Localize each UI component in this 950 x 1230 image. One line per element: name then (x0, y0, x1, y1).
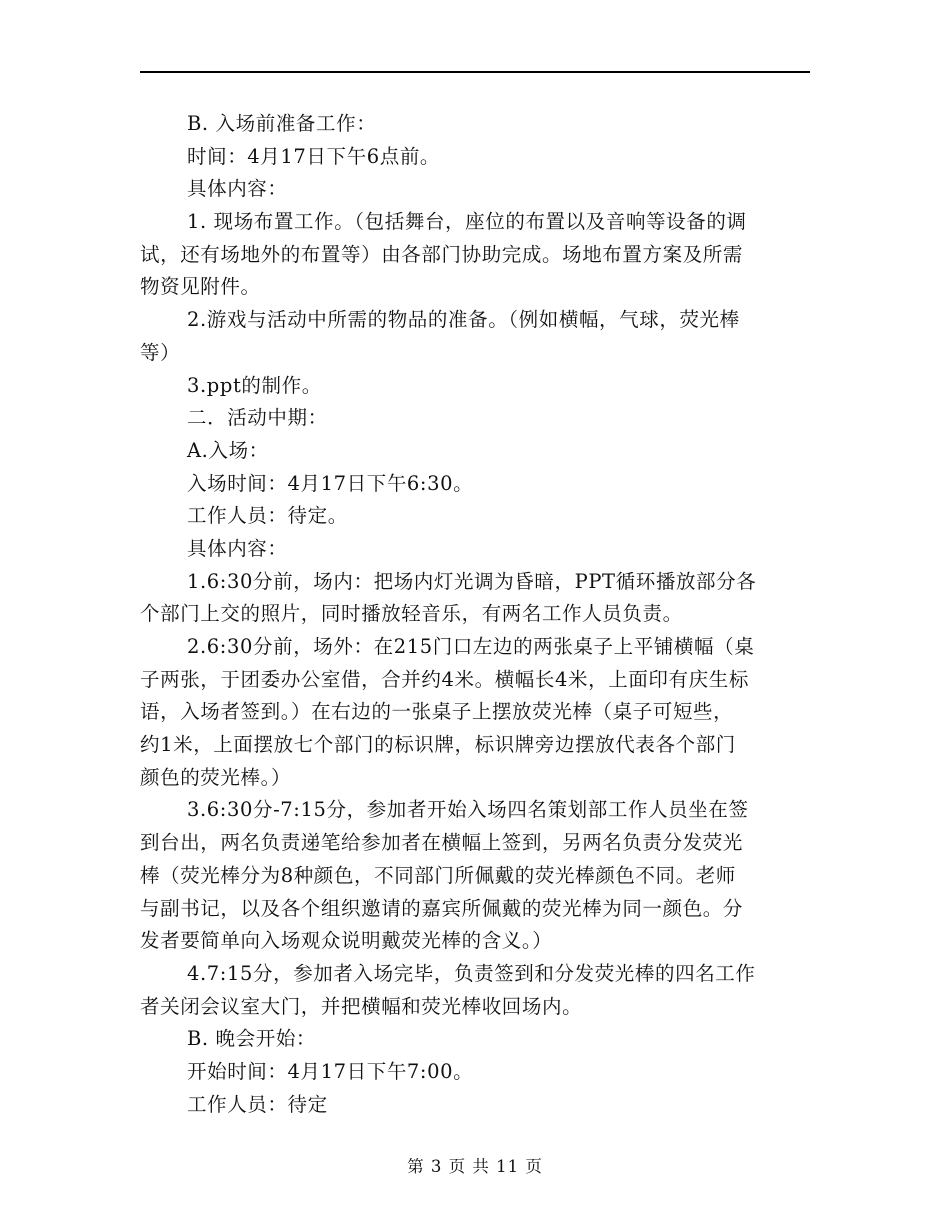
text-line: 工作人员：待定 (187, 1092, 328, 1116)
text-line: 1.6:30分前，场内：把场内灯光调为昏暗，PPT循环播放部分各 (187, 569, 757, 593)
page-footer: 第 3 页 共 11 页 (407, 1157, 543, 1176)
text-line: B. 晚会开始： (187, 1027, 317, 1051)
text-line: 到台出，两名负责递笔给参加者在横幅上签到，另两名负责分发荧光 (140, 831, 744, 855)
text-line: 3.ppt的制作。 (187, 373, 322, 397)
text-line: 具体内容： (187, 177, 288, 201)
text-line: 入场时间：4月17日下午6:30。 (187, 471, 474, 495)
text-line: 者关闭会议室大门，并把横幅和荧光棒收回场内。 (140, 994, 583, 1018)
text-line: 个部门上交的照片，同时播放轻音乐，有两名工作人员负责。 (140, 602, 683, 626)
text-line: 2.游戏与活动中所需的物品的准备。（例如横幅，气球，荧光棒 (187, 308, 740, 332)
text-line: 发者要简单向入场观众说明戴荧光棒的含义。） (140, 929, 553, 953)
text-line: 与副书记，以及各个组织邀请的嘉宾所佩戴的荧光棒为同一颜色。分 (140, 896, 744, 920)
text-line: 二．活动中期： (187, 406, 328, 430)
document-body (140, 108, 810, 1121)
text-line: 颜色的荧光棒。） (140, 765, 292, 789)
text-line: 具体内容： (187, 536, 288, 560)
text-line: 棒（荧光棒分为8种颜色，不同部门所佩戴的荧光棒颜色不同。老师 (140, 863, 736, 887)
text-line: B. 入场前准备工作： (187, 112, 377, 135)
text-line: 试，还有场地外的布置等）由各部门协助完成。场地布置方案及所需 (140, 242, 744, 266)
text-line: 1. 现场布置工作。（包括舞台，座位的布置以及音响等设备的调 (187, 210, 747, 234)
text-line: 语，入场者签到。）在右边的一张桌子上摆放荧光棒（桌子可短些， (140, 700, 734, 724)
text-line: 时间：4月17日下午6点前。 (187, 144, 441, 168)
text-line: 4.7:15分，参加者入场完毕，负责签到和分发荧光棒的四名工作 (187, 961, 756, 985)
text-line: 工作人员：待定。 (187, 504, 348, 528)
text-line: 物资见附件。 (140, 275, 261, 299)
text-line: 等） (140, 340, 181, 364)
text-line: 约1米，上面摆放七个部门的标识牌，标识牌旁边摆放代表各个部门 (140, 733, 736, 757)
text-line: 子两张，于团委办公室借，合并约4米。横幅长4米，上面印有庆生标 (140, 667, 749, 691)
text-line: 开始时间：4月17日下午7:00。 (187, 1059, 474, 1083)
text-line: 3.6:30分-7:15分，参加者开始入场四名策划部工作人员坐在签 (187, 798, 749, 822)
text-line: A.入场： (187, 438, 269, 462)
header-rule (140, 71, 810, 73)
text-line: 2.6:30分前，场外：在215门口左边的两张桌子上平铺横幅（桌 (187, 635, 755, 658)
